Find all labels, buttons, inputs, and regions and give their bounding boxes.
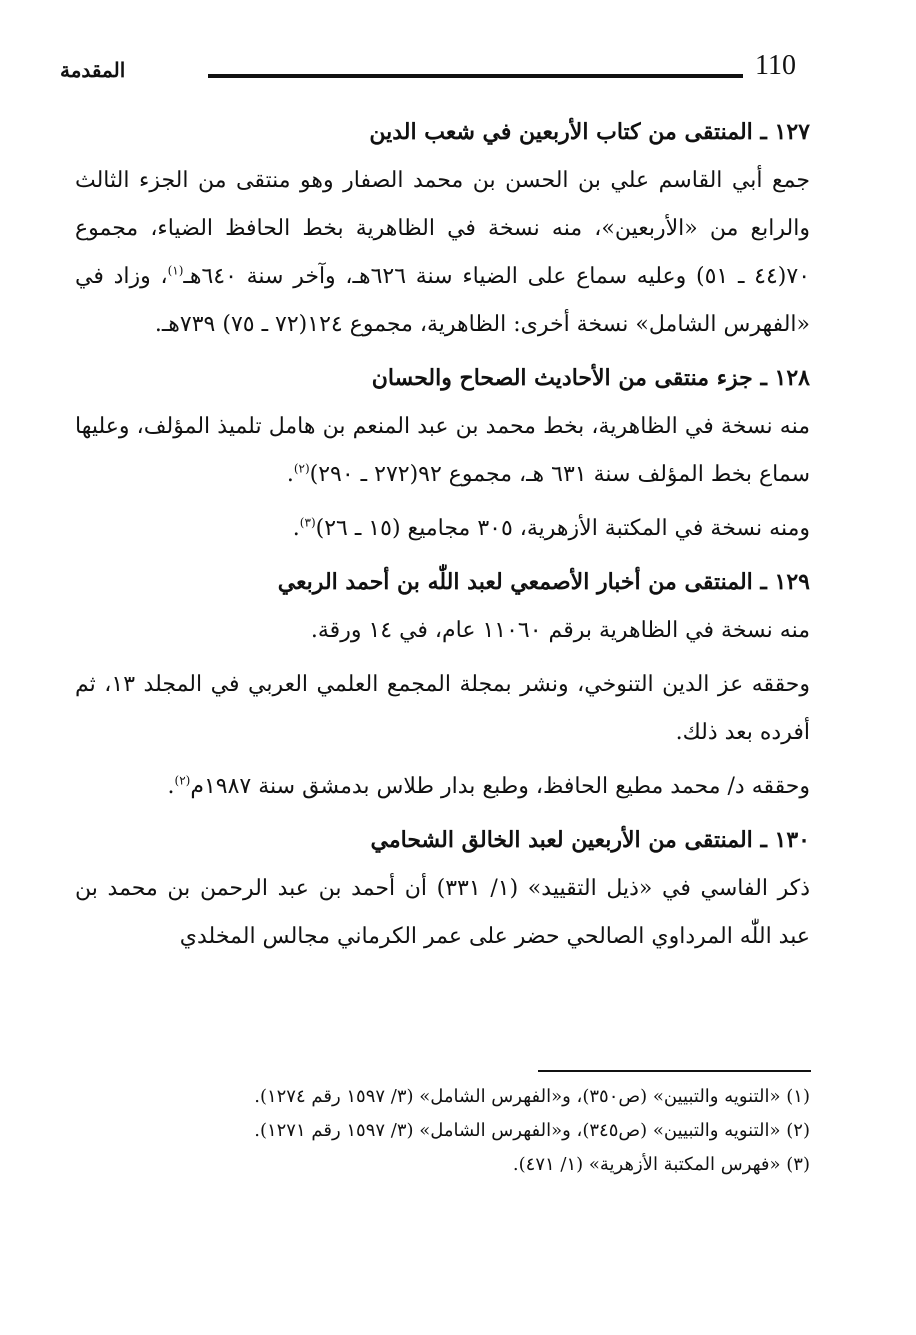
entry-130	[75, 817, 810, 961]
paragraph-text: منه نسخة في الظاهرية برقم ١١٠٦٠ عام، في ١٤ ورقة.	[310, 618, 810, 643]
paragraph	[75, 505, 810, 553]
footnote-ref[interactable]: (٣)	[299, 515, 316, 530]
paragraph-text: ومنه نسخة في المكتبة الأزهرية، ٣٠٥ مجاميع (١٥ ـ ٢٦)	[315, 516, 810, 541]
footnote: (٢) «التنويه والتبيين» (ص٣٤٥)، و«الفهرس الشامل» (٣/ ١٥٩٧ رقم ١٢٧١).	[254, 1120, 810, 1141]
paragraph-text: منه نسخة في الظاهرية، بخط محمد بن عبد المنعم بن هامل تلميذ المؤلف، وعليها سماع بخط المؤلف سنة ٦٣١ هـ، مجموع ٩٢(٢٧٢ ـ ٢٩٠)	[75, 414, 810, 487]
footnote-rule	[538, 1070, 811, 1072]
paragraph	[75, 865, 810, 961]
entry-127	[75, 109, 810, 349]
paragraph	[75, 661, 810, 757]
page-number: 110	[755, 50, 796, 81]
paragraph-text-after: .	[292, 516, 300, 541]
entry-title: ١٢٩ ـ المنتقى من أخبار الأصمعي لعبد اللّٰه بن أحمد الربعي	[277, 569, 810, 595]
paragraph	[75, 763, 810, 811]
paragraph-text: ذكر الفاسي في «ذيل التقييد» (١/ ٣٣١) أن أحمد بن عبد الرحمن بن محمد بن عبد اللّٰه المرداوي الصالحي حضر على عمر الكرماني مجالس المخلدي	[75, 876, 810, 949]
entry-128	[75, 355, 810, 553]
paragraph	[75, 607, 810, 655]
entry-title: ١٢٧ ـ المنتقى من كتاب الأربعين في شعب الدين	[369, 119, 810, 145]
footnote: (١) «التنويه والتبيين» (ص٣٥٠)، و«الفهرس الشامل» (٣/ ١٥٩٧ رقم ١٢٧٤).	[254, 1086, 810, 1107]
paragraph-text-after: .	[286, 462, 294, 487]
paragraph	[75, 157, 810, 349]
header-rule	[208, 74, 743, 78]
footnote-ref[interactable]: (١)	[167, 263, 184, 278]
entry-title: ١٣٠ ـ المنتقى من الأربعين لعبد الخالق الشحامي	[370, 827, 810, 853]
footnote-ref[interactable]: (٢)	[293, 461, 310, 476]
entry-title: ١٢٨ ـ جزء منتقى من الأحاديث الصحاح والحسان	[371, 365, 810, 391]
footnote-ref[interactable]: (٢)	[174, 773, 191, 788]
paragraph-text-after: .	[167, 774, 175, 799]
running-title: المقدمة	[60, 58, 126, 82]
paragraph-text-after: ، وزاد في «الفهرس الشامل» نسخة أخرى: الظاهرية، مجموع ١٢٤(٧٢ ـ ٧٥) ٧٣٩هـ.	[75, 264, 810, 337]
page-header	[60, 48, 810, 88]
footnotes	[75, 1080, 810, 1182]
footnote: (٣) «فهرس المكتبة الأزهرية» (١/ ٤٧١).	[512, 1154, 810, 1175]
paragraph	[75, 403, 810, 499]
page-body	[75, 105, 810, 967]
paragraph-text: وحققه د/ محمد مطيع الحافظ، وطبع بدار طلاس بدمشق سنة ١٩٨٧م	[190, 774, 810, 799]
paragraph-text: وحققه عز الدين التنوخي، ونشر بمجلة المجمع العلمي العربي في المجلد ١٣، ثم أفرده بعد ذلك.	[75, 672, 810, 745]
entry-129	[75, 559, 810, 811]
paragraph-text: جمع أبي القاسم علي بن الحسن بن محمد الصفار وهو منتقى من الجزء الثالث والرابع من «الأربعين»، منه نسخة في الظاهرية بخط الحافظ الضياء، مجموع ٧٠(٤٤ ـ ٥١) وعليه سماع على الضياء سنة ٦٢٦هـ، وآخر سنة ٦٤٠هـ	[75, 168, 811, 289]
